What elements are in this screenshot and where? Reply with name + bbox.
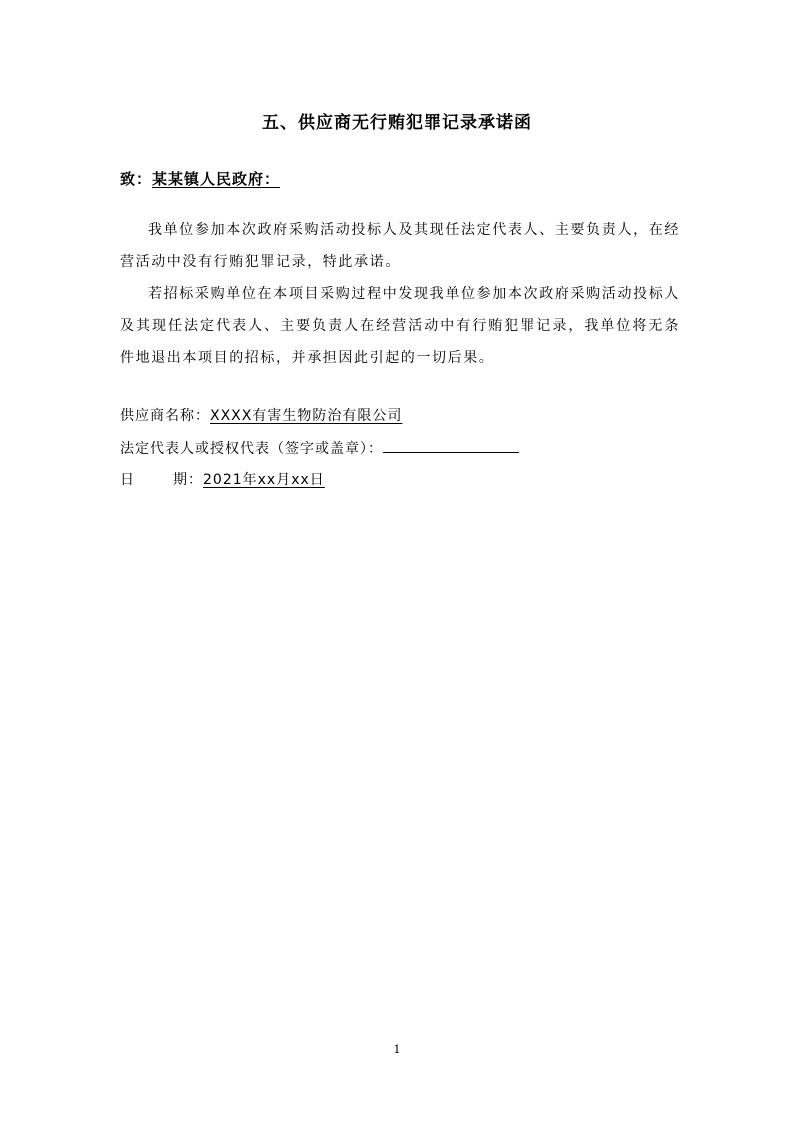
supplier-name-value: XXXX有害生物防治有限公司: [210, 408, 403, 424]
date-label-first-char: 日: [120, 472, 135, 488]
date-value: 2021年xx月xx日: [203, 472, 325, 488]
supplier-name-row: [120, 400, 519, 432]
signature-blank-line: [383, 432, 519, 453]
document-title: 五、供应商无行贿犯罪记录承诺函: [262, 113, 532, 133]
paragraph-commitment: 我单位参加本次政府采购活动投标人及其现任法定代表人、主要负责人，在经营活动中没有行贿犯罪记录，特此承诺。: [120, 222, 680, 270]
signature-block: [120, 400, 519, 496]
recipient-line: [120, 168, 280, 189]
recipient-name: 某某镇人民政府：: [152, 170, 281, 188]
supplier-name-label: 供应商名称：: [120, 408, 210, 424]
recipient-prefix: 致：: [120, 170, 153, 188]
date-row: [120, 464, 519, 496]
paragraph-consequence: 若招标采购单位在本项目采购过程中发现我单位参加本次政府采购活动投标人及其现任法定代表人、主要负责人在经营活动中有行贿犯罪记录，我单位将无条件地退出本项目的招标，并承担因此引起的一切后果。: [120, 286, 680, 366]
representative-label: 法定代表人或授权代表（签字或盖章）：: [120, 441, 383, 457]
date-label-second-part: 期：: [173, 472, 203, 488]
letter-body: [120, 214, 680, 374]
page-number: 1: [393, 1043, 401, 1056]
representative-row: [120, 432, 519, 464]
